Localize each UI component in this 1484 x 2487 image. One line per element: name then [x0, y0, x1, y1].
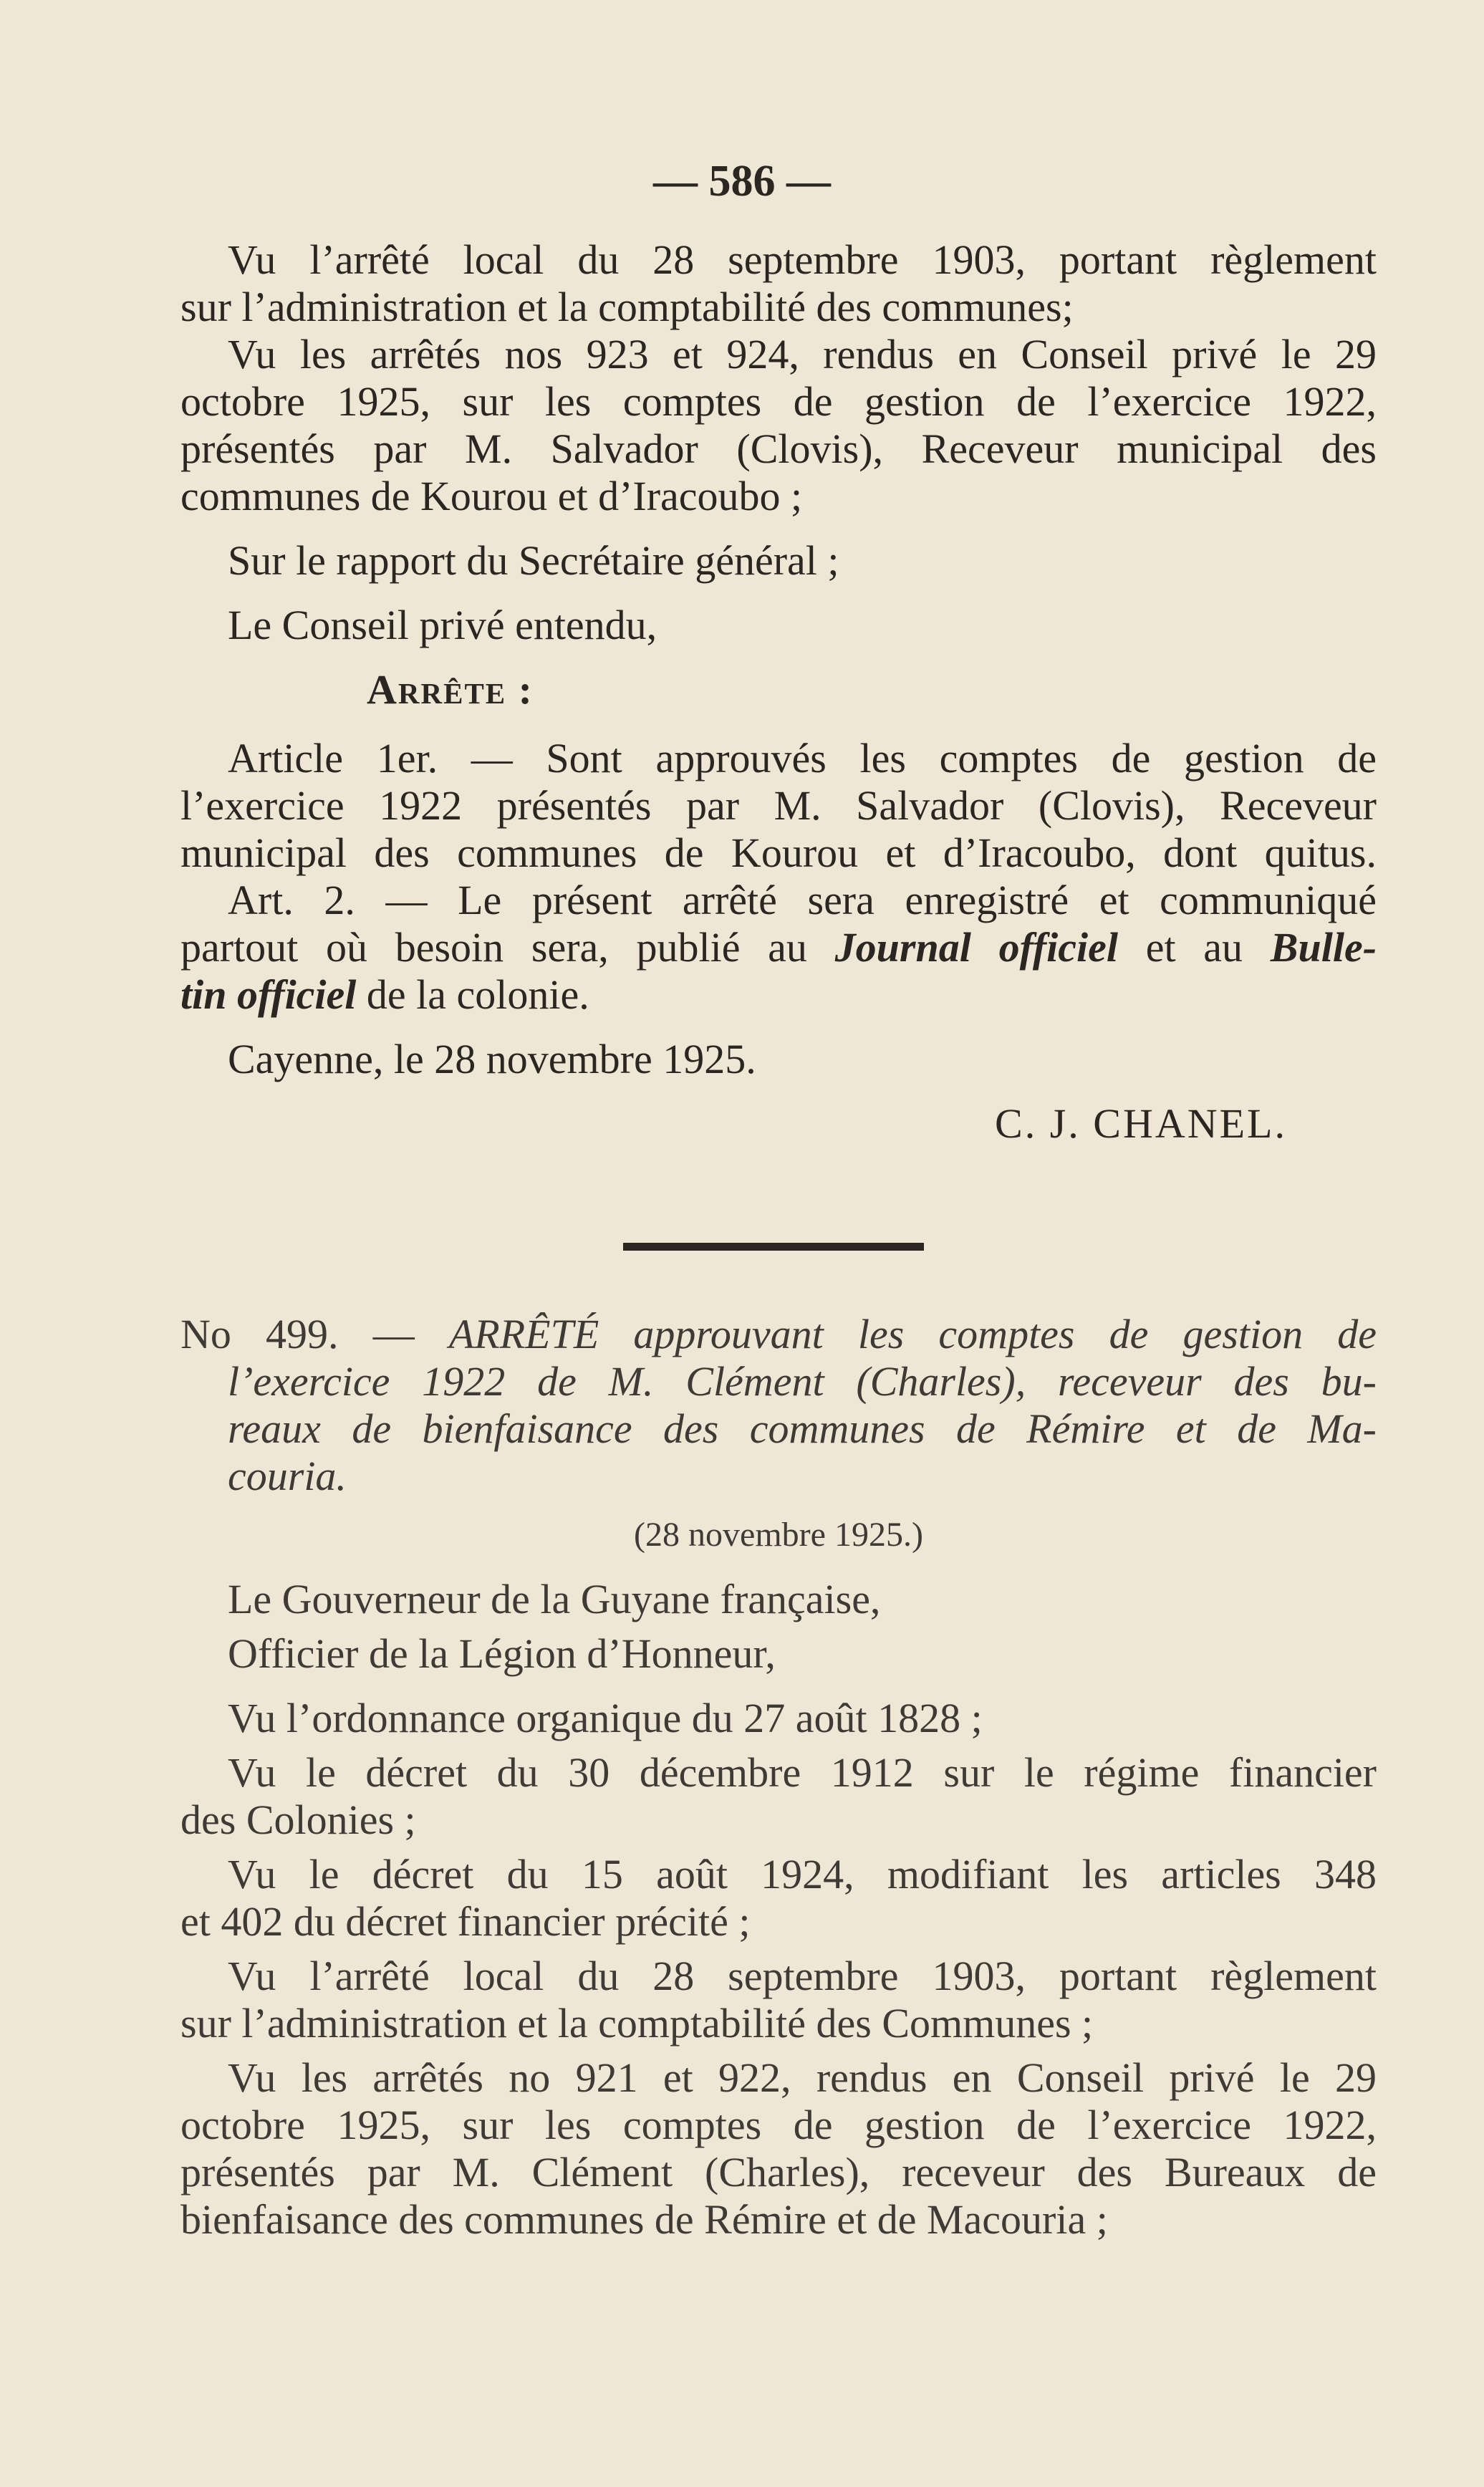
section-1: [180, 236, 1377, 1148]
section-2: [180, 1311, 1377, 2243]
text-line: présentés par M. Clément (Charles), receveur des Bureaux de: [180, 2149, 1377, 2195]
article-2-text: partout où besoin sera, publié au: [180, 924, 835, 971]
arrete-title-line: couria.: [228, 1453, 347, 1499]
article-2-text: de la colonie.: [356, 971, 589, 1018]
arrete-heading: Arrête :: [367, 666, 534, 713]
bulletin-officiel-part: Bulle-: [1270, 924, 1377, 971]
text-line: Vu le décret du 15 août 1924, modifiant les articles 348: [228, 1851, 1377, 1897]
text-line: Vu l’arrêté local du 28 septembre 1903, portant règlement: [228, 1953, 1377, 1999]
article-2-text: et au: [1118, 924, 1271, 971]
text-line: et 402 du décret financier précité ;: [180, 1898, 751, 1945]
text-line: Vu les arrêtés nos 923 et 924, rendus en Conseil privé le 29: [228, 331, 1377, 377]
text-line: sur l’administration et la comptabilité des Communes ;: [180, 2000, 1094, 2046]
text-line: bienfaisance des communes de Rémire et de Macouria ;: [180, 2196, 1108, 2243]
text-line: Vu l’ordonnance organique du 27 août 1828 ;: [228, 1695, 983, 1741]
arrete-title: ARRÊTÉ approuvant les comptes de gestion de: [448, 1311, 1377, 1357]
arrete-title-line: reaux de bienfaisance des communes de Rémire et de Ma-: [228, 1405, 1377, 1452]
text-line: octobre 1925, sur les comptes de gestion de l’exercice 1922,: [180, 378, 1377, 425]
article-1-line: municipal des communes de Kourou et d’Iracoubo, dont quitus.: [180, 829, 1377, 876]
text-line: Sur le rapport du Secrétaire général ;: [228, 537, 839, 584]
text-line: des Colonies ;: [180, 1796, 416, 1843]
text-line: Le Conseil privé entendu,: [228, 602, 657, 648]
text-line: sur l’administration et la comptabilité des communes;: [180, 284, 1074, 330]
article-2-line: Art. 2. — Le présent arrêté sera enregistré et communiqué: [228, 877, 1377, 923]
arrete-title-line: [180, 1311, 1377, 1358]
journal-officiel: Journal officiel: [834, 924, 1118, 971]
officier-line: Officier de la Légion d’Honneur,: [228, 1630, 776, 1677]
article-2-line: [180, 924, 1377, 971]
text-line: Vu le décret du 30 décembre 1912 sur le régime financier: [228, 1749, 1377, 1796]
arrete-number: No 499. —: [180, 1311, 415, 1357]
separator-rule: [623, 1243, 924, 1251]
gouverneur-line: Le Gouverneur de la Guyane française,: [228, 1576, 881, 1622]
arrete-date: (28 novembre 1925.): [634, 1516, 923, 1554]
page-number: — 586 —: [653, 157, 831, 206]
article-1-line: Article 1er. — Sont approuvés les comptes de gestion de: [228, 735, 1377, 781]
article-2-line: [180, 971, 1377, 1019]
text-line: octobre 1925, sur les comptes de gestion de l’exercice 1922,: [180, 2102, 1377, 2148]
text-line: Vu les arrêtés no 921 et 922, rendus en Conseil privé le 29: [228, 2054, 1377, 2101]
text-line: communes de Kourou et d’Iracoubo ;: [180, 473, 803, 519]
article-1-line: l’exercice 1922 présentés par M. Salvador (Clovis), Receveur: [180, 782, 1377, 829]
place-date: Cayenne, le 28 novembre 1925.: [228, 1036, 756, 1082]
arrete-title-line: l’exercice 1922 de M. Clément (Charles), receveur des bu-: [228, 1358, 1377, 1405]
text-line: Vu l’arrêté local du 28 septembre 1903, portant règlement: [228, 236, 1377, 283]
signature: C. J. CHANEL.: [995, 1100, 1287, 1147]
text-line: présentés par M. Salvador (Clovis), Receveur municipal des: [180, 425, 1377, 472]
bulletin-officiel-part: tin officiel: [180, 971, 357, 1018]
